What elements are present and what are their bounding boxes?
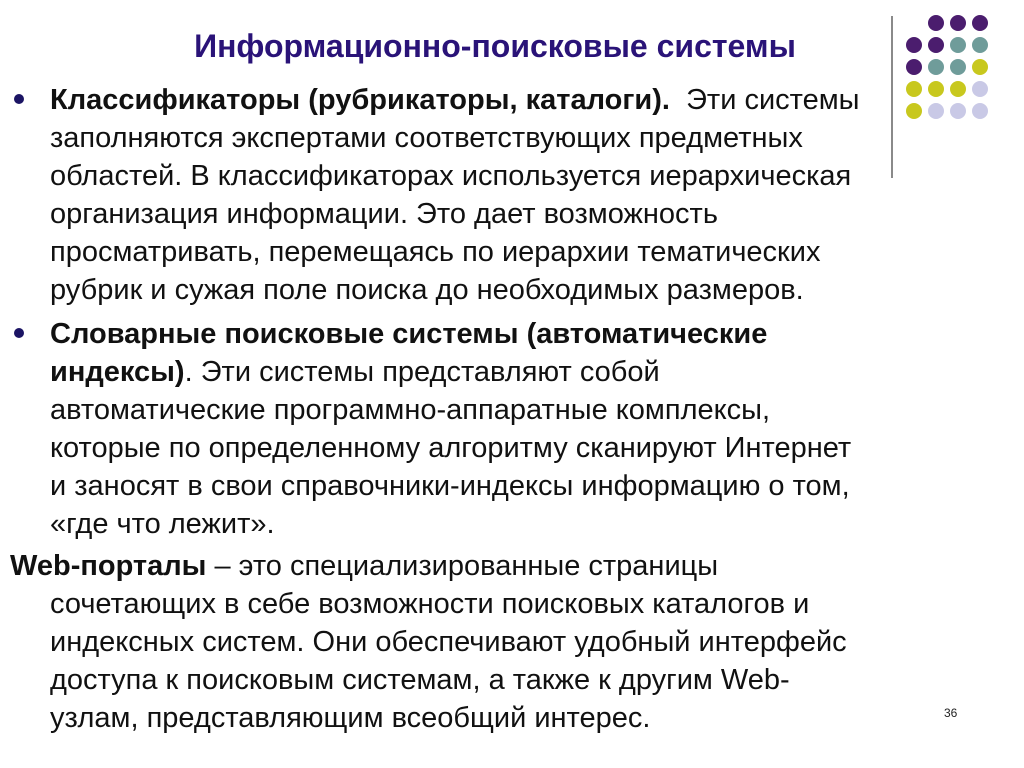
item-line: доступа к поисковым системам, а также к другим Web- xyxy=(50,664,790,696)
item-line: узлам, представляющим всеобщий интерес. xyxy=(50,702,651,734)
item-line: автоматические программно-аппаратные комплексы, xyxy=(50,394,771,426)
item-heading: Классификаторы (рубрикаторы, каталоги). xyxy=(50,84,670,116)
item-line: рубрик и сужая поле поиска до необходимых размеров. xyxy=(50,274,804,306)
bullet-icon xyxy=(14,94,24,104)
item-line: областей. В классификаторах используется иерархическая xyxy=(50,160,852,192)
item-line xyxy=(50,353,1024,391)
item-line: заполняются экспертами соответствующих предметных xyxy=(50,122,803,154)
item-line xyxy=(50,81,1024,119)
paragraph-web-portals xyxy=(0,547,1024,737)
bullet-item-classifiers xyxy=(0,81,1024,309)
item-heading: Словарные поисковые системы (автоматические xyxy=(50,318,768,350)
bullet-icon xyxy=(14,328,24,338)
slide-body xyxy=(0,81,1024,737)
item-line: «где что лежит». xyxy=(50,508,275,540)
item-line: сочетающих в себе возможности поисковых каталогов и xyxy=(50,588,810,620)
item-line: индексных систем. Они обеспечивают удобный интерфейс xyxy=(50,626,847,658)
item-heading-cont: индексы) xyxy=(50,356,185,388)
bullet-item-dictionary-systems xyxy=(0,315,1024,543)
page-number: 36 xyxy=(944,706,958,720)
item-heading: Web-порталы xyxy=(10,550,207,582)
item-line: просматривать, перемещаясь по иерархии тематических xyxy=(50,236,821,268)
item-line: и заносят в свои справочники-индексы информацию о том, xyxy=(50,470,850,502)
slide-title: Информационно-поисковые системы xyxy=(194,28,796,64)
item-line: организация информации. Это дает возможность xyxy=(50,198,718,230)
item-line: которые по определенному алгоритму сканируют Интернет xyxy=(50,432,852,464)
item-text: Эти системы xyxy=(669,84,860,116)
item-line xyxy=(10,547,1024,585)
item-text: . Эти системы представляют собой xyxy=(184,356,660,388)
item-text: – это специализированные страницы xyxy=(206,550,719,582)
